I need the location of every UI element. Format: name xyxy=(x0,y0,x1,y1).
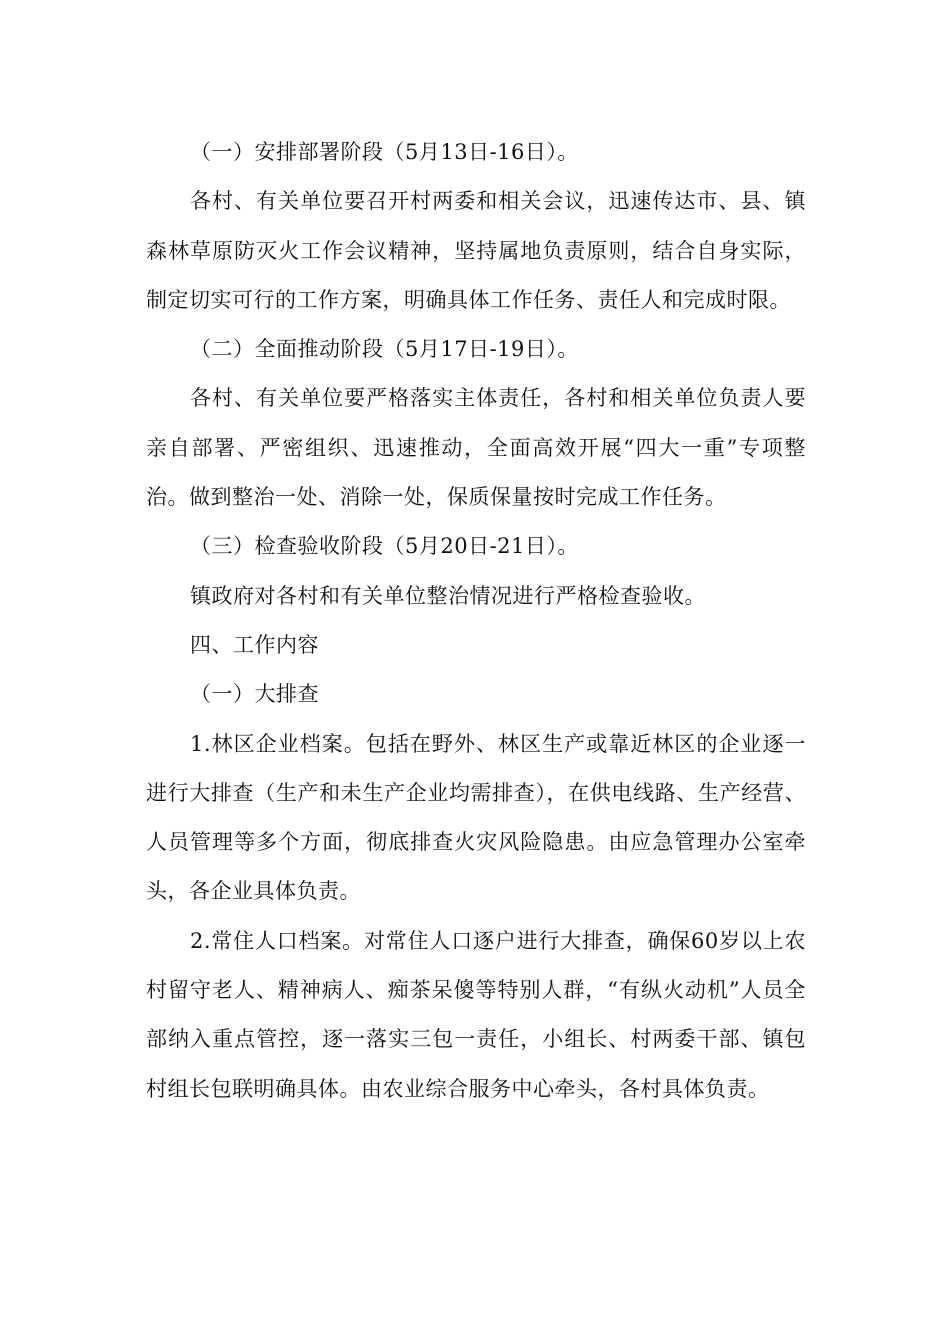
section-heading-deployment-stage: （一）安排部署阶段（5月13日-16日）。 xyxy=(190,140,579,164)
paragraph-inspection-details: 镇政府对各村和有关单位整治情况进行严格检查验收。 xyxy=(190,583,706,608)
paragraph-forest-enterprise-files: 1.林区企业档案。包括在野外、林区生产或靠近林区的企业逐一进行大排查（生产和未生产企业均需排查），在供电线路、生产经营、人员管理等多个方面，彻底排查火灾风险隐患。由应急管理办公室牵头，各企业具体负责。 xyxy=(146,731,806,904)
chapter-heading-work-content: 四、工作内容 xyxy=(190,632,319,657)
paragraph-deployment-details: 各村、有关单位要召开村两委和相关会议，迅速传达市、县、镇森林草原防灭火工作会议精神，坚持属地负责原则，结合自身实际，制定切实可行的工作方案，明确具体工作任务、责任人和完成时限。 xyxy=(146,189,806,312)
document-body xyxy=(146,128,806,1114)
section-heading-big-investigation: （一）大排查 xyxy=(190,682,319,707)
paragraph-promotion-details: 各村、有关单位要严格落实主体责任，各村和相关单位负责人要亲自部署、严密组织、迅速推动，全面高效开展“四大一重”专项整治。做到整治一处、消除一处，保质保量按时完成工作任务。 xyxy=(146,386,806,510)
paragraph-resident-population-files: 2.常住人口档案。对常住人口逐户进行大排查，确保60岁以上农村留守老人、精神病人、痴茶呆傻等特别人群，“有纵火动机”人员全部纳入重点管控，逐一落实三包一责任，小组长、村两委干部、镇包村组长包联明确具体。由农业综合服务中心牵头，各村具体负责。 xyxy=(146,928,806,1101)
section-heading-inspection-stage: （三）检查验收阶段（5月20日-21日）。 xyxy=(190,534,579,559)
section-heading-promotion-stage: （二）全面推动阶段（5月17日-19日）。 xyxy=(190,337,579,362)
